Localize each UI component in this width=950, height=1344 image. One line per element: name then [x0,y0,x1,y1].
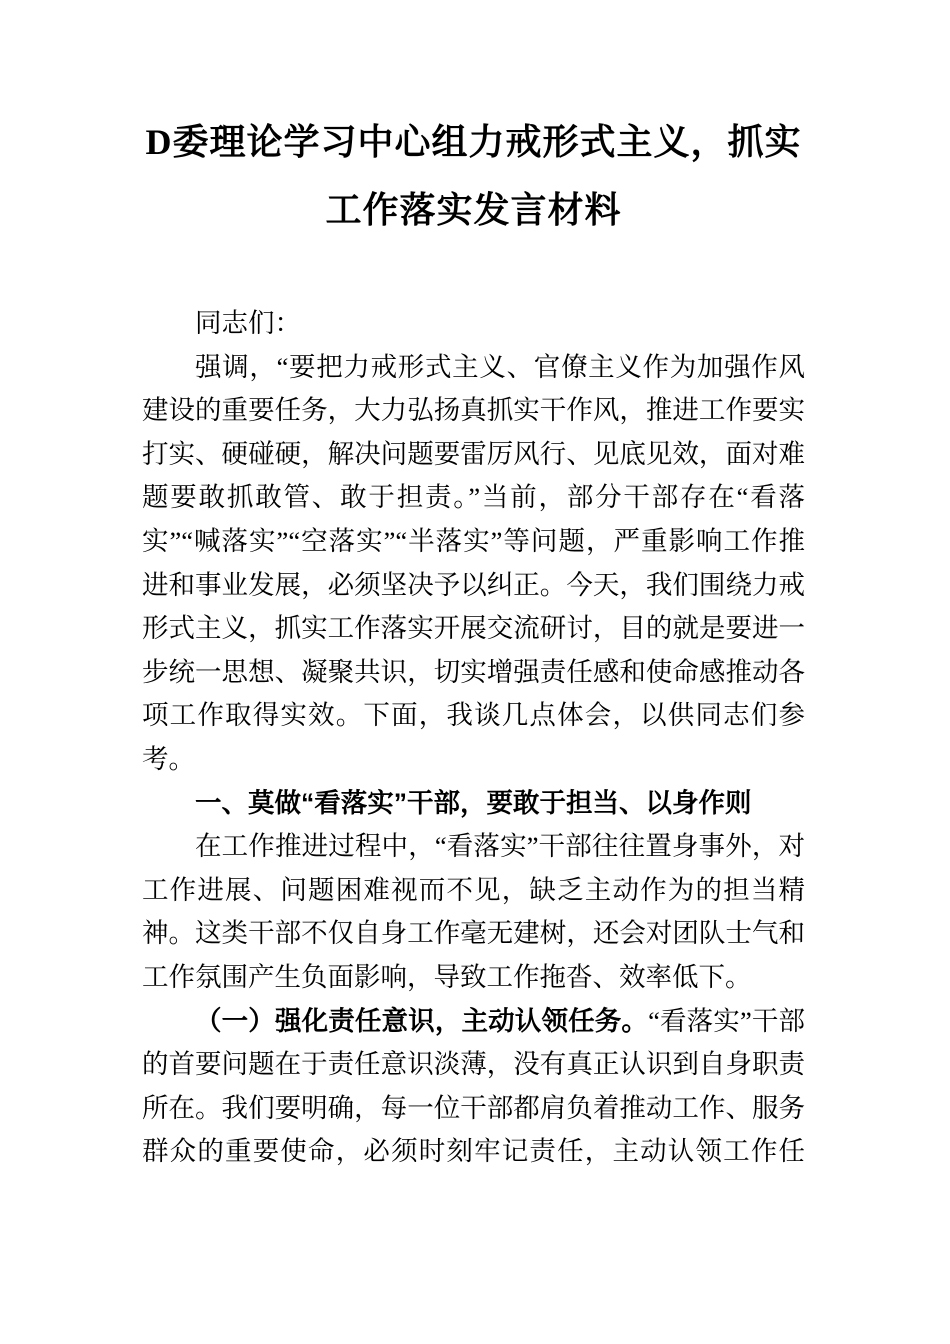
subsection-1-lead: （一）强化责任意识，主动认领任务。 [195,1005,649,1036]
title-line-2: 工作落实发言材料 [325,190,622,230]
document-title [142,108,805,244]
section-heading-1: 一、莫做“看落实”干部，要敢于担当、以身作则 [195,787,752,818]
title-line-1: D委理论学习中心组力戒形式主义，抓实 [145,122,802,162]
paragraph-section-1: 在工作推进过程中，“看落实”干部往往置身事外，对工作进展、问题困难视而不见，缺乏主动作为的担当精神。这类干部不仅自身工作毫无建树，还会对团队士气和工作氛围产生负面影响，导致工作拖沓、效率低下。 [142,831,805,992]
subsection-1-text: “看落实”干部的首要问题在于责任意识淡薄，没有真正认识到自身职责所在。我们要明确，每一位干部都肩负着推动工作、服务群众的重要使命，必须时刻牢记责任，主动认领工作任 [142,1005,806,1167]
paragraph-subsection-1 [142,1000,805,1174]
paragraph-intro: 强调，“要把力戒形式主义、官僚主义作为加强作风建设的重要任务，大力弘扬真抓实干作风，推进工作要实打实、硬碰硬，解决问题要雷厉风行、见底见效，面对难题要敢抓敢管、敢于担责。”当前，部分干部存在“看落实”“喊落实”“空落实”“半落实”等问题，严重影响工作推进和事业发展，必须坚决予以纠正。今天，我们围绕力戒形式主义，抓实工作落实开展交流研讨，目的就是要进一步统一思想、凝聚共识，切实增强责任感和使命感推动各项工作取得实效。下面，我谈几点体会，以供同志们参考。 [142,351,805,774]
salutation: 同志们： [195,308,301,338]
